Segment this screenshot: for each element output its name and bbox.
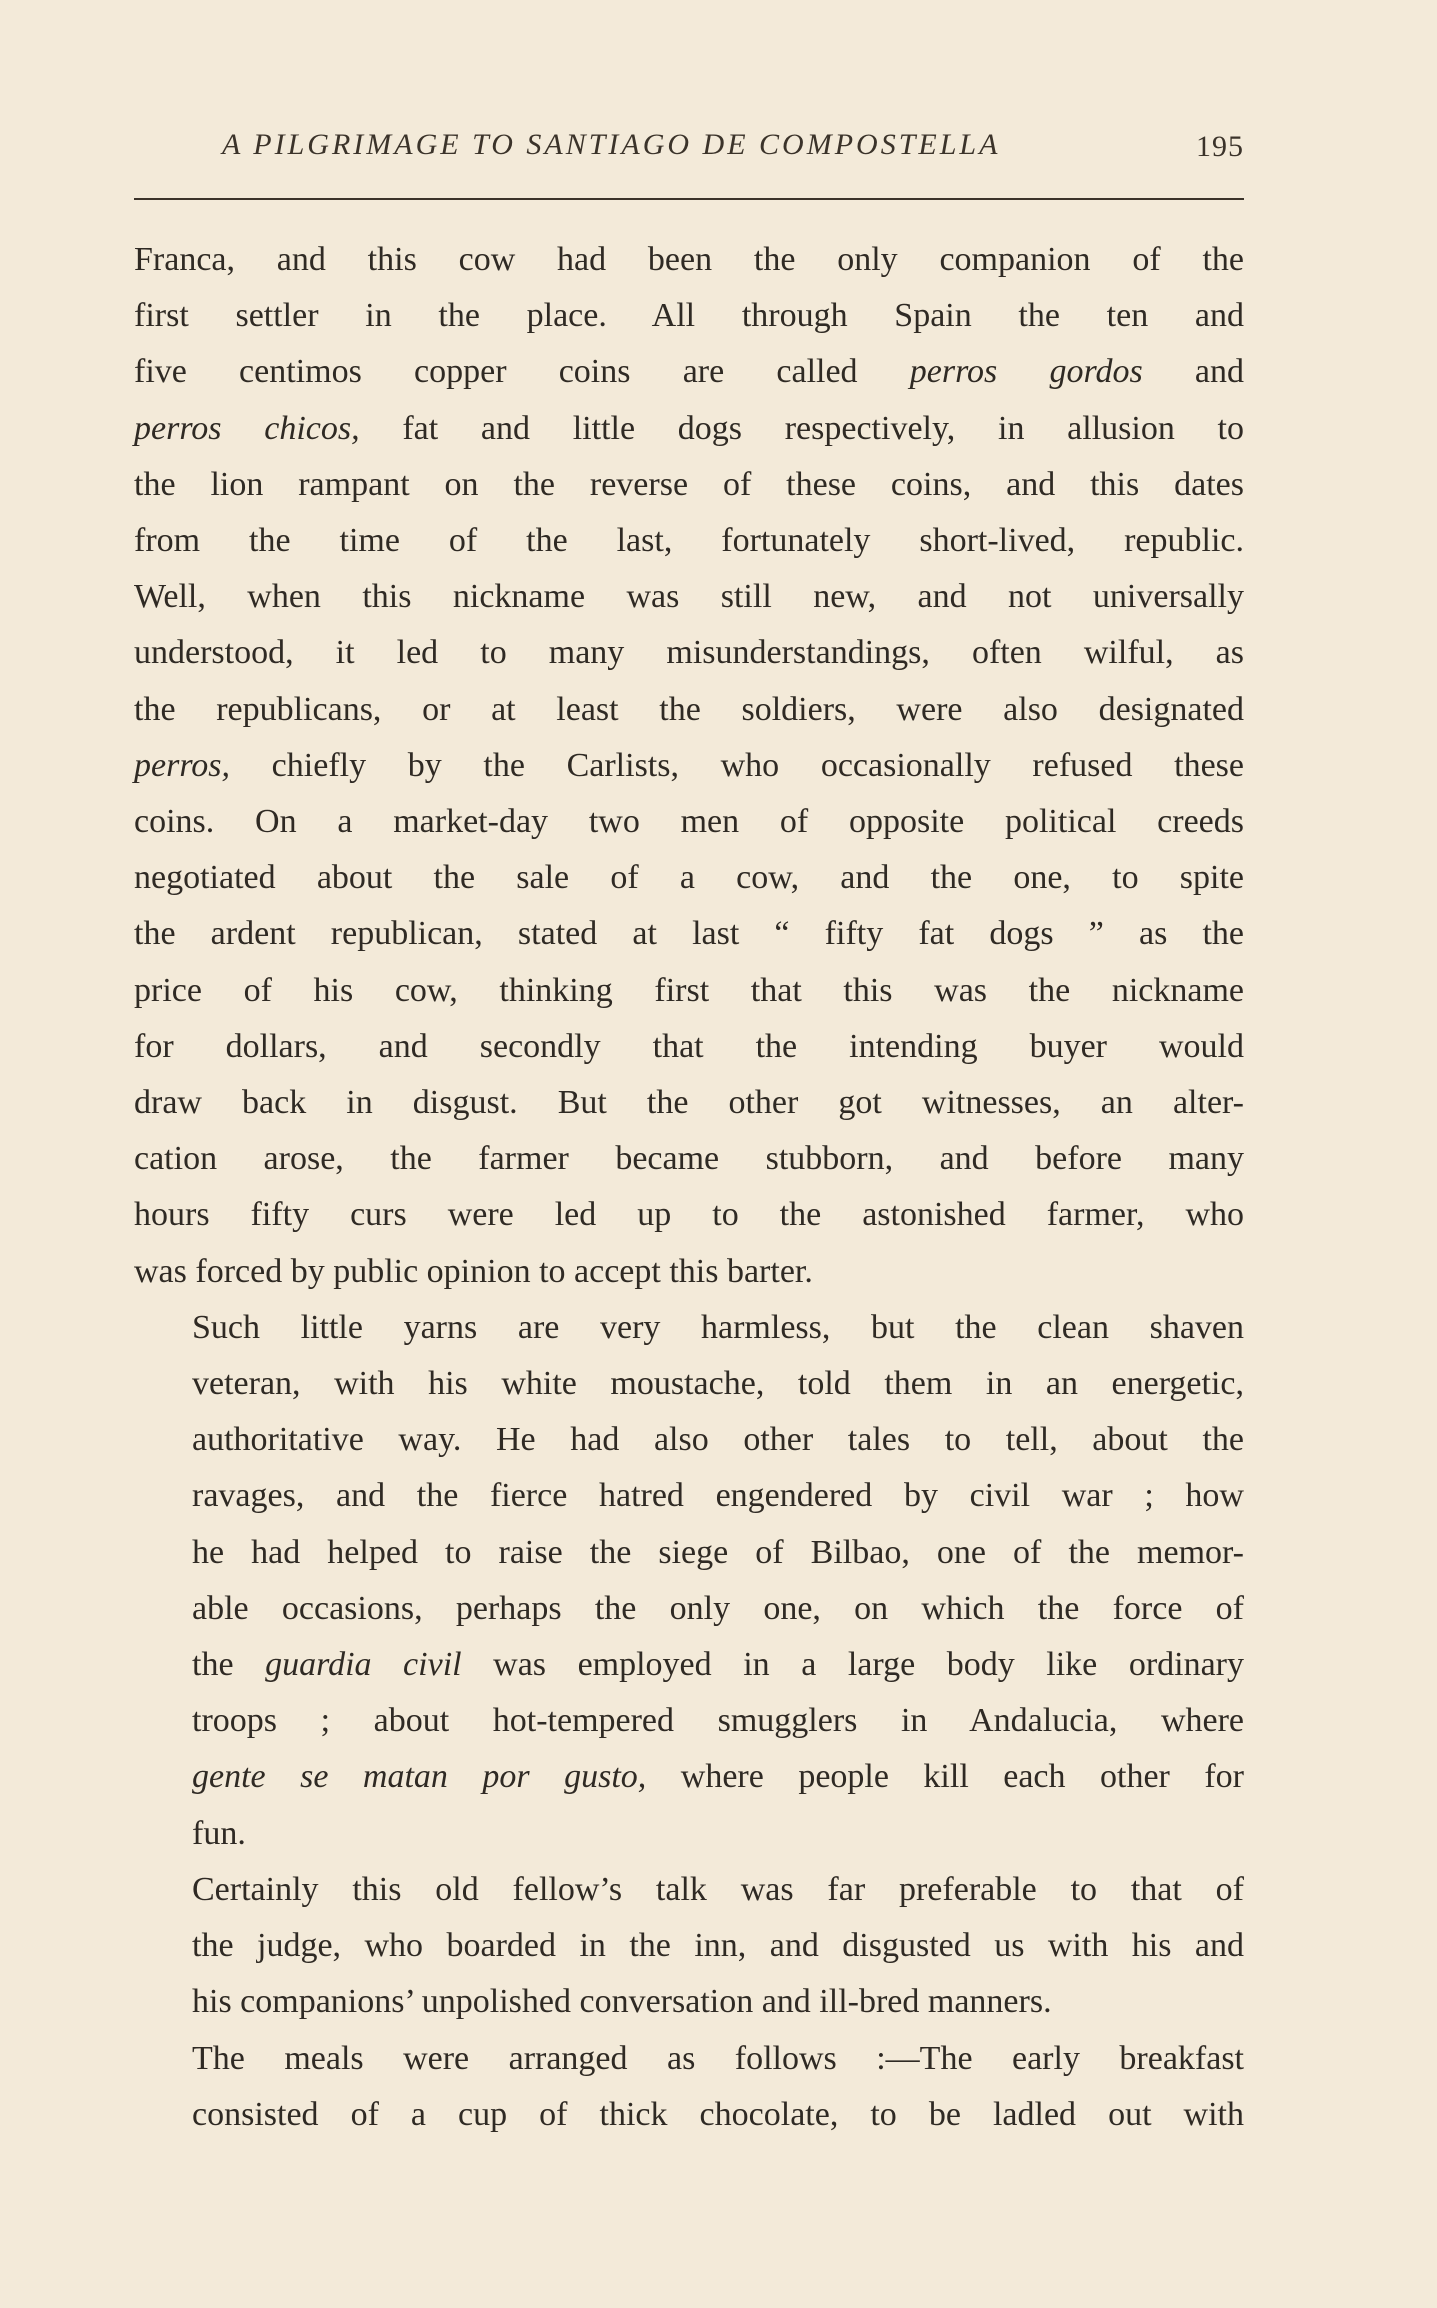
text-run: five centimos copper coins are called: [134, 353, 910, 391]
text-line: [134, 1974, 1244, 2030]
text-run: troops ; about hot-tempered smugglers in Andalucia, where: [192, 1702, 1244, 1740]
text-line: [134, 1862, 1244, 1918]
text-line: [134, 569, 1244, 625]
paragraph: [134, 1862, 1244, 2031]
text-line: [134, 401, 1244, 457]
text-run: he had helped to raise the siege of Bilbao, one of the memor-: [192, 1533, 1244, 1571]
text-line: [134, 232, 1244, 288]
paragraph: [134, 2031, 1244, 2143]
italic-phrase: perros,: [134, 746, 231, 784]
italic-phrase: gente se matan por gusto,: [192, 1758, 647, 1796]
text-run: where people kill each other for: [646, 1758, 1244, 1796]
text-line: [134, 1806, 1244, 1862]
header-rule: [134, 198, 1244, 200]
text-run: Franca, and this cow had been the only companion of the: [134, 241, 1244, 278]
body-text: [134, 232, 1244, 2143]
text-run: for dollars, and secondly that the intending buyer would: [134, 1027, 1244, 1065]
text-run: understood, it led to many misunderstandings, often wilful, as: [134, 634, 1244, 672]
text-run: fun.: [192, 1814, 246, 1852]
text-line: [134, 1075, 1244, 1131]
text-run: the republicans, or at least the soldiers, were also designated: [134, 690, 1244, 728]
text-line: [134, 1356, 1244, 1412]
text-run: price of his cow, thinking first that this was the nickname: [134, 971, 1244, 1009]
text-run: Certainly this old fellow’s talk was far preferable to that of: [192, 1870, 1244, 1908]
text-line: [134, 963, 1244, 1019]
text-line: [134, 1244, 1244, 1300]
text-line: [134, 344, 1244, 400]
text-run: cation arose, the farmer became stubborn, and before many: [134, 1140, 1244, 1178]
text-run: veteran, with his white moustache, told them in an energetic,: [192, 1365, 1244, 1403]
text-line: [134, 1468, 1244, 1524]
text-line: [134, 1581, 1244, 1637]
text-run: was employed in a large body like ordinary: [461, 1646, 1244, 1684]
page-number: 195: [1196, 130, 1244, 163]
text-run: consisted of a cup of thick chocolate, to be ladled out with: [192, 2095, 1244, 2133]
text-run: able occasions, perhaps the only one, on which the force of: [192, 1589, 1244, 1627]
text-line: [134, 850, 1244, 906]
text-run: draw back in disgust. But the other got witnesses, an alter-: [134, 1084, 1244, 1122]
text-run: the judge, who boarded in the inn, and disgusted us with his and: [192, 1927, 1244, 1965]
text-run: the lion rampant on the reverse of these coins, and this dates: [134, 465, 1244, 503]
text-line: [134, 1412, 1244, 1468]
text-run: chiefly by the Carlists, who occasionally refused these: [230, 746, 1244, 784]
italic-phrase: guardia civil: [265, 1646, 462, 1684]
running-head: A PILGRIMAGE TO SANTIAGO DE COMPOSTELLA: [222, 128, 1001, 161]
text-run: the ardent republican, stated at last “ fifty fat dogs ” as the: [134, 915, 1244, 953]
text-run: authoritative way. He had also other tales to tell, about the: [192, 1421, 1244, 1459]
text-line: [134, 794, 1244, 850]
text-run: The meals were arranged as follows :—The early breakfast: [192, 2039, 1244, 2077]
text-line: [134, 1749, 1244, 1805]
text-run: negotiated about the sale of a cow, and the one, to spite: [134, 859, 1244, 897]
text-line: [134, 1019, 1244, 1075]
text-line: [134, 906, 1244, 962]
text-run: Such little yarns are very harmless, but the clean shaven: [192, 1308, 1244, 1346]
text-line: [134, 288, 1244, 344]
text-run: coins. On a market-day two men of opposite political creeds: [134, 803, 1244, 841]
text-line: [134, 1525, 1244, 1581]
text-run: ravages, and the fierce hatred engendered by civil war ; how: [192, 1477, 1244, 1515]
text-run: from the time of the last, fortunately short-lived, republic.: [134, 522, 1244, 560]
text-line: [134, 1918, 1244, 1974]
italic-phrase: perros gordos: [909, 353, 1143, 391]
text-run: the: [192, 1646, 266, 1684]
text-line: [134, 682, 1244, 738]
text-run: fat and little dogs respectively, in allusion to: [359, 409, 1244, 447]
text-line: [134, 457, 1244, 513]
text-line: [134, 738, 1244, 794]
text-line: [134, 1131, 1244, 1187]
text-run: was forced by public opinion to accept this barter.: [134, 1252, 813, 1290]
text-line: [134, 1300, 1244, 1356]
text-line: [134, 1637, 1244, 1693]
text-line: [134, 2087, 1244, 2143]
text-run: and: [1142, 353, 1244, 391]
text-line: [134, 2031, 1244, 2087]
text-line: [134, 513, 1244, 569]
text-run: hours fifty curs were led up to the astonished farmer, who: [134, 1196, 1244, 1234]
text-run: first settler in the place. All through Spain the ten and: [134, 297, 1244, 335]
italic-phrase: perros chicos,: [134, 409, 360, 447]
text-line: [134, 1693, 1244, 1749]
text-line: [134, 625, 1244, 681]
paragraph: [134, 1300, 1244, 1862]
page-header: [134, 128, 1244, 178]
text-run: Well, when this nickname was still new, and not universally: [134, 578, 1244, 616]
paragraph: [134, 232, 1244, 1300]
text-run: his companions’ unpolished conversation and ill-bred manners.: [192, 1983, 1052, 2021]
text-line: [134, 1187, 1244, 1243]
